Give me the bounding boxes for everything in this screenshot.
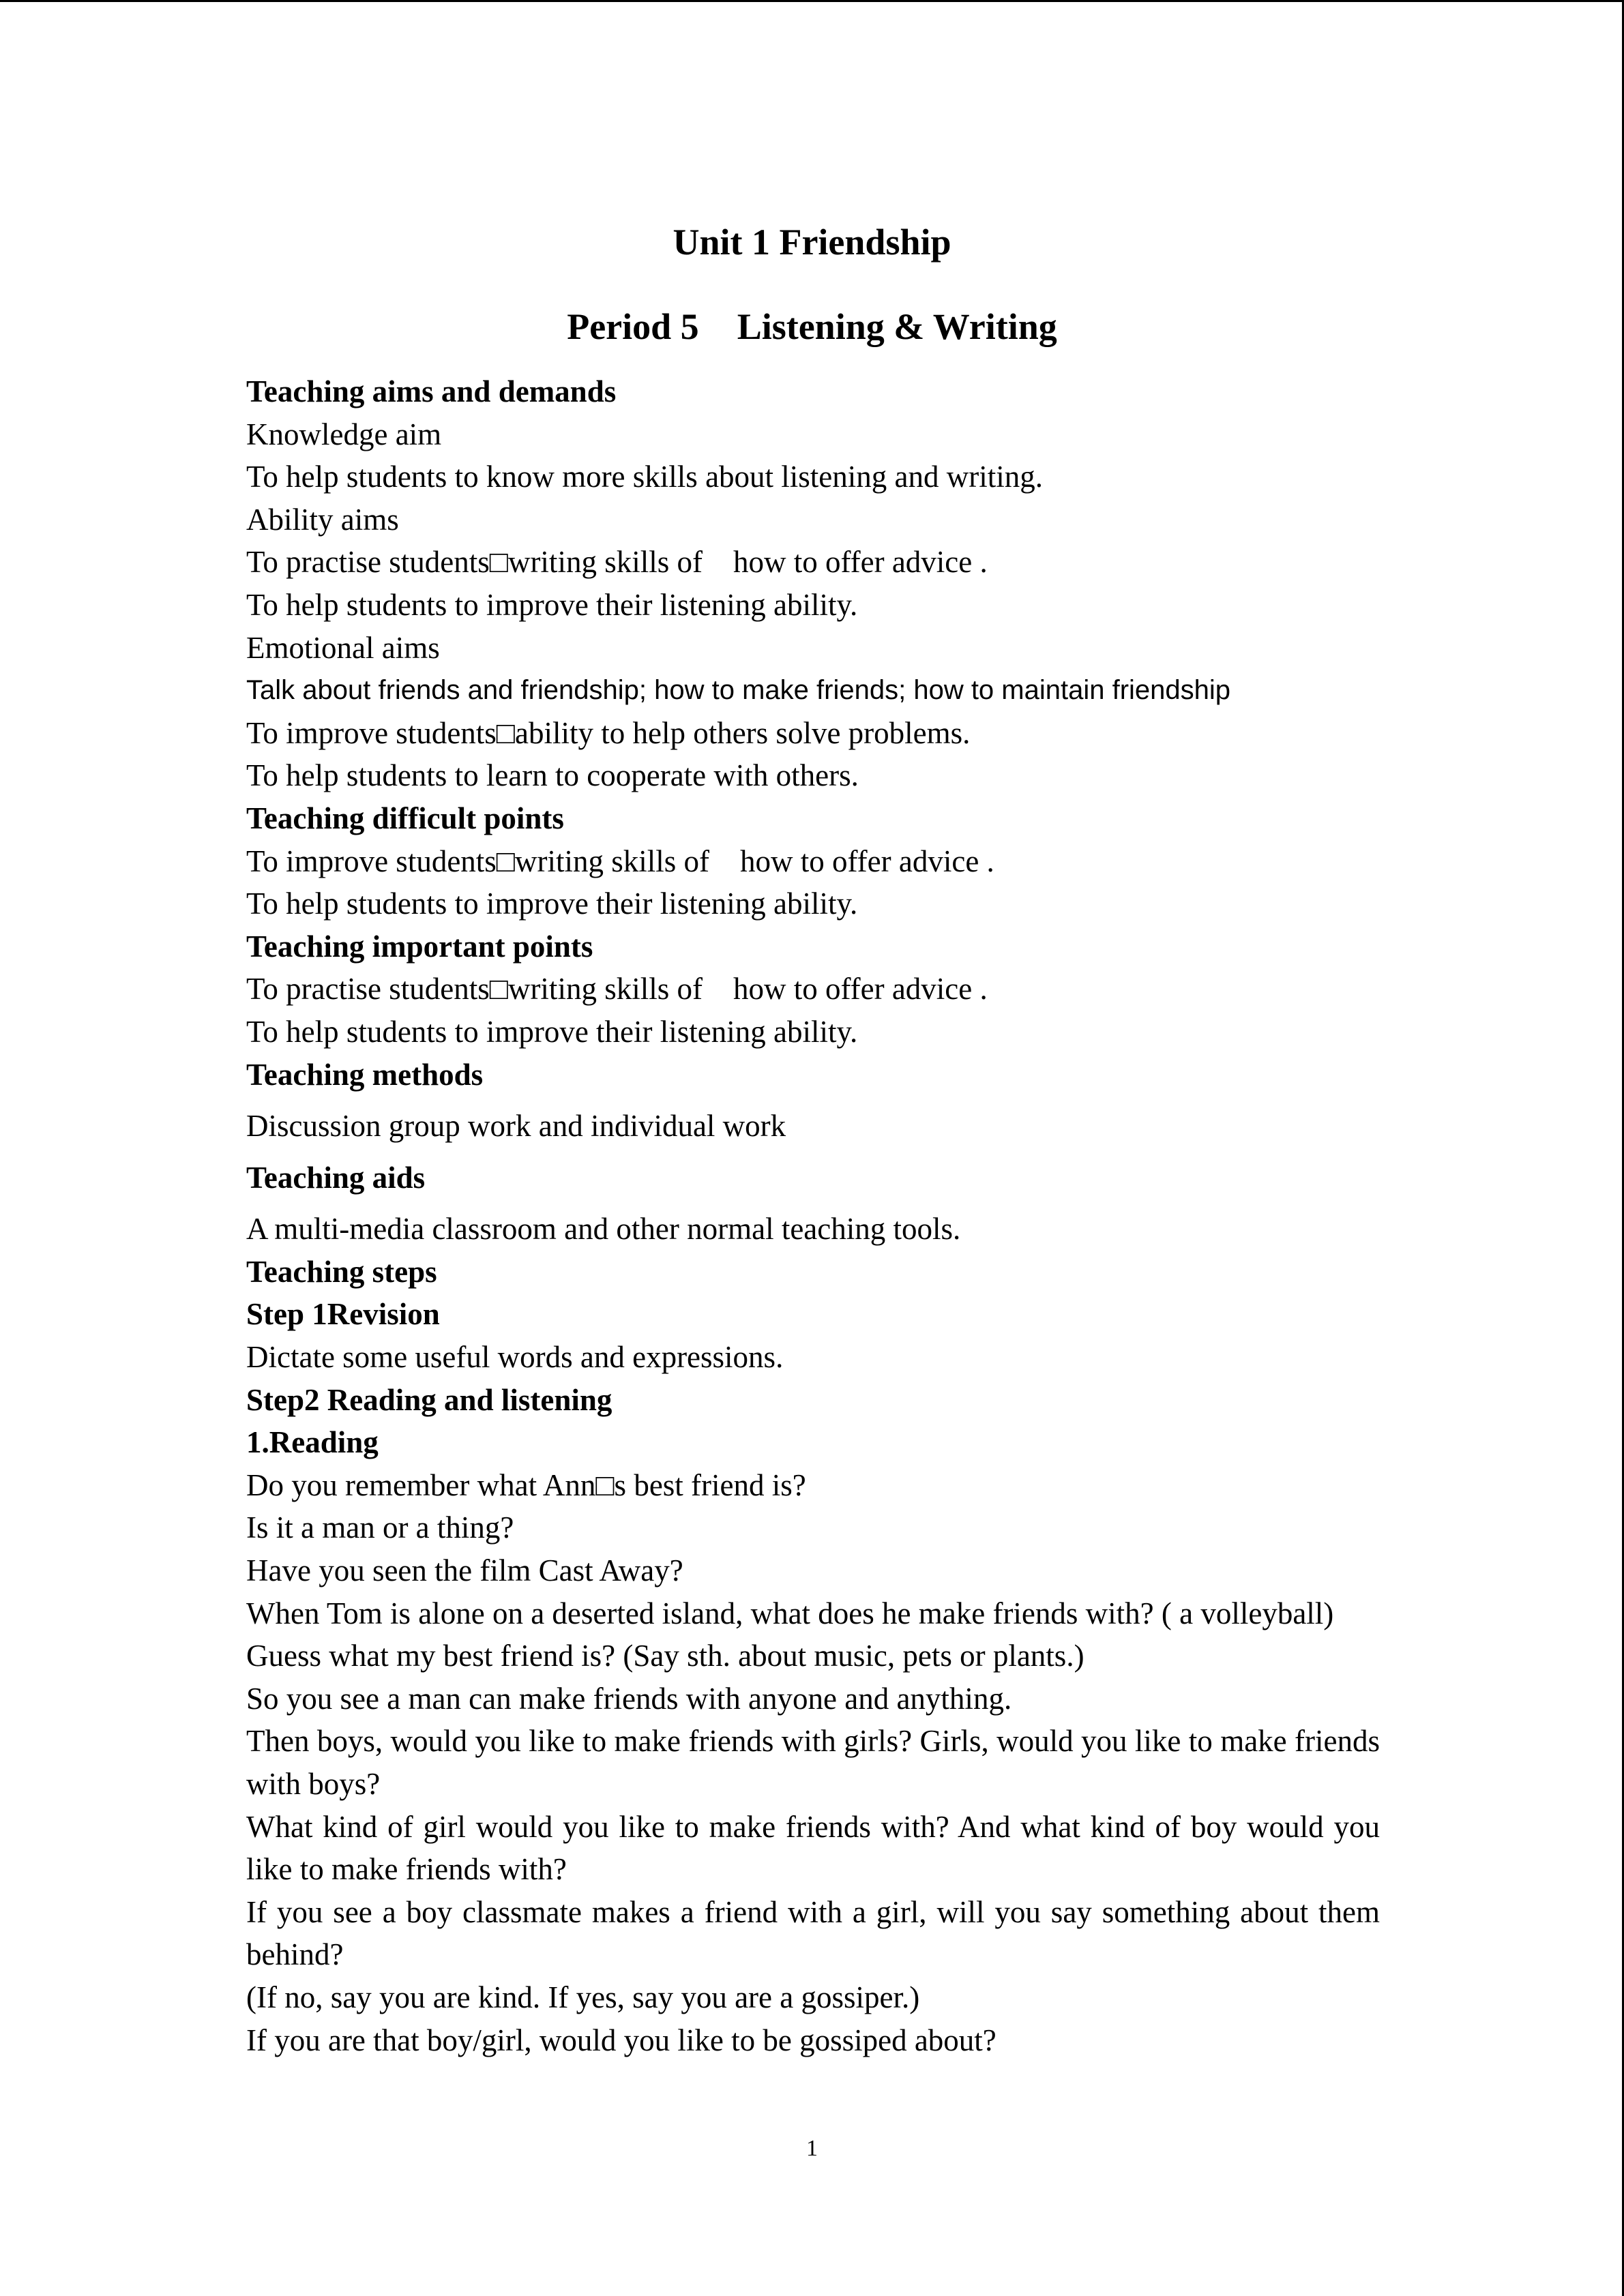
subtitle-topic: Listening & Writing xyxy=(737,306,1057,347)
reading-question: Have you seen the film Cast Away? xyxy=(246,1553,683,1588)
reading-question: Is it a man or a thing? xyxy=(246,1510,514,1545)
reading-question: Then boys, would you like to make friends with girls? Girls, would you like to make friends with boys? xyxy=(246,1724,1380,1801)
step1-heading: Step 1Revision xyxy=(246,1297,440,1332)
reading-question: When Tom is alone on a deserted island, what does he make friends with? ( a volleyball) xyxy=(246,1596,1334,1630)
important-point-item: To practise students□writing skills of how to offer advice . xyxy=(246,972,988,1007)
section-heading-steps: Teaching steps xyxy=(246,1254,437,1289)
page-number: 1 xyxy=(806,2136,818,2161)
document-title: Unit 1 Friendship xyxy=(673,222,951,263)
document-subtitle xyxy=(0,306,1624,347)
important-point-item: To help students to improve their listening ability. xyxy=(246,1014,858,1049)
emotional-aim-item: To help students to learn to cooperate with others. xyxy=(246,758,859,793)
subtitle-period: Period 5 xyxy=(567,306,699,347)
difficult-point-item: To help students to improve their listening ability. xyxy=(246,886,858,921)
emotional-aims-label: Emotional aims xyxy=(246,630,440,665)
reading-statement: So you see a man can make friends with anyone and anything. xyxy=(246,1681,1012,1716)
ability-aim-item: To help students to improve their listening ability. xyxy=(246,587,858,622)
methods-text: Discussion group work and individual work xyxy=(246,1109,786,1144)
section-heading-aids: Teaching aids xyxy=(246,1160,426,1195)
reading-note: (If no, say you are kind. If yes, say you are a gossiper.) xyxy=(246,1980,920,2014)
aids-text: A multi-media classroom and other normal teaching tools. xyxy=(246,1212,961,1247)
step1-text: Dictate some useful words and expressions. xyxy=(246,1340,784,1375)
section-heading-methods: Teaching methods xyxy=(246,1057,484,1092)
knowledge-aim-text: To help students to know more skills about listening and writing. xyxy=(246,460,1044,494)
reading-question: If you are that boy/girl, would you like to be gossiped about? xyxy=(246,2023,996,2057)
reading-question: If you see a boy classmate makes a friend with a girl, will you say something about them behind? xyxy=(246,1894,1380,1972)
ability-aims-label: Ability aims xyxy=(246,502,399,537)
emotional-aim-item: To improve students□ability to help others solve problems. xyxy=(246,715,971,750)
section-heading-important-points: Teaching important points xyxy=(246,929,593,964)
knowledge-aim-label: Knowledge aim xyxy=(246,417,442,451)
ability-aim-item: To practise students□writing skills of how to offer advice . xyxy=(246,545,988,580)
reading-subheading: 1.Reading xyxy=(246,1425,379,1460)
section-heading-difficult-points: Teaching difficult points xyxy=(246,801,564,835)
reading-question: What kind of girl would you like to make friends with? And what kind of boy would you like to make friends with? xyxy=(246,1809,1380,1887)
difficult-point-item: To improve students□writing skills of how to offer advice . xyxy=(246,844,994,878)
reading-question: Do you remember what Ann□s best friend is? xyxy=(246,1467,806,1502)
emotional-aim-item: Talk about friends and friendship; how to make friends; how to maintain friendship xyxy=(246,675,1231,706)
step2-heading: Step2 Reading and listening xyxy=(246,1382,612,1417)
reading-question: Guess what my best friend is? (Say sth. about music, pets or plants.) xyxy=(246,1639,1084,1673)
document-body xyxy=(246,370,1380,2061)
section-heading-aims: Teaching aims and demands xyxy=(246,374,617,408)
